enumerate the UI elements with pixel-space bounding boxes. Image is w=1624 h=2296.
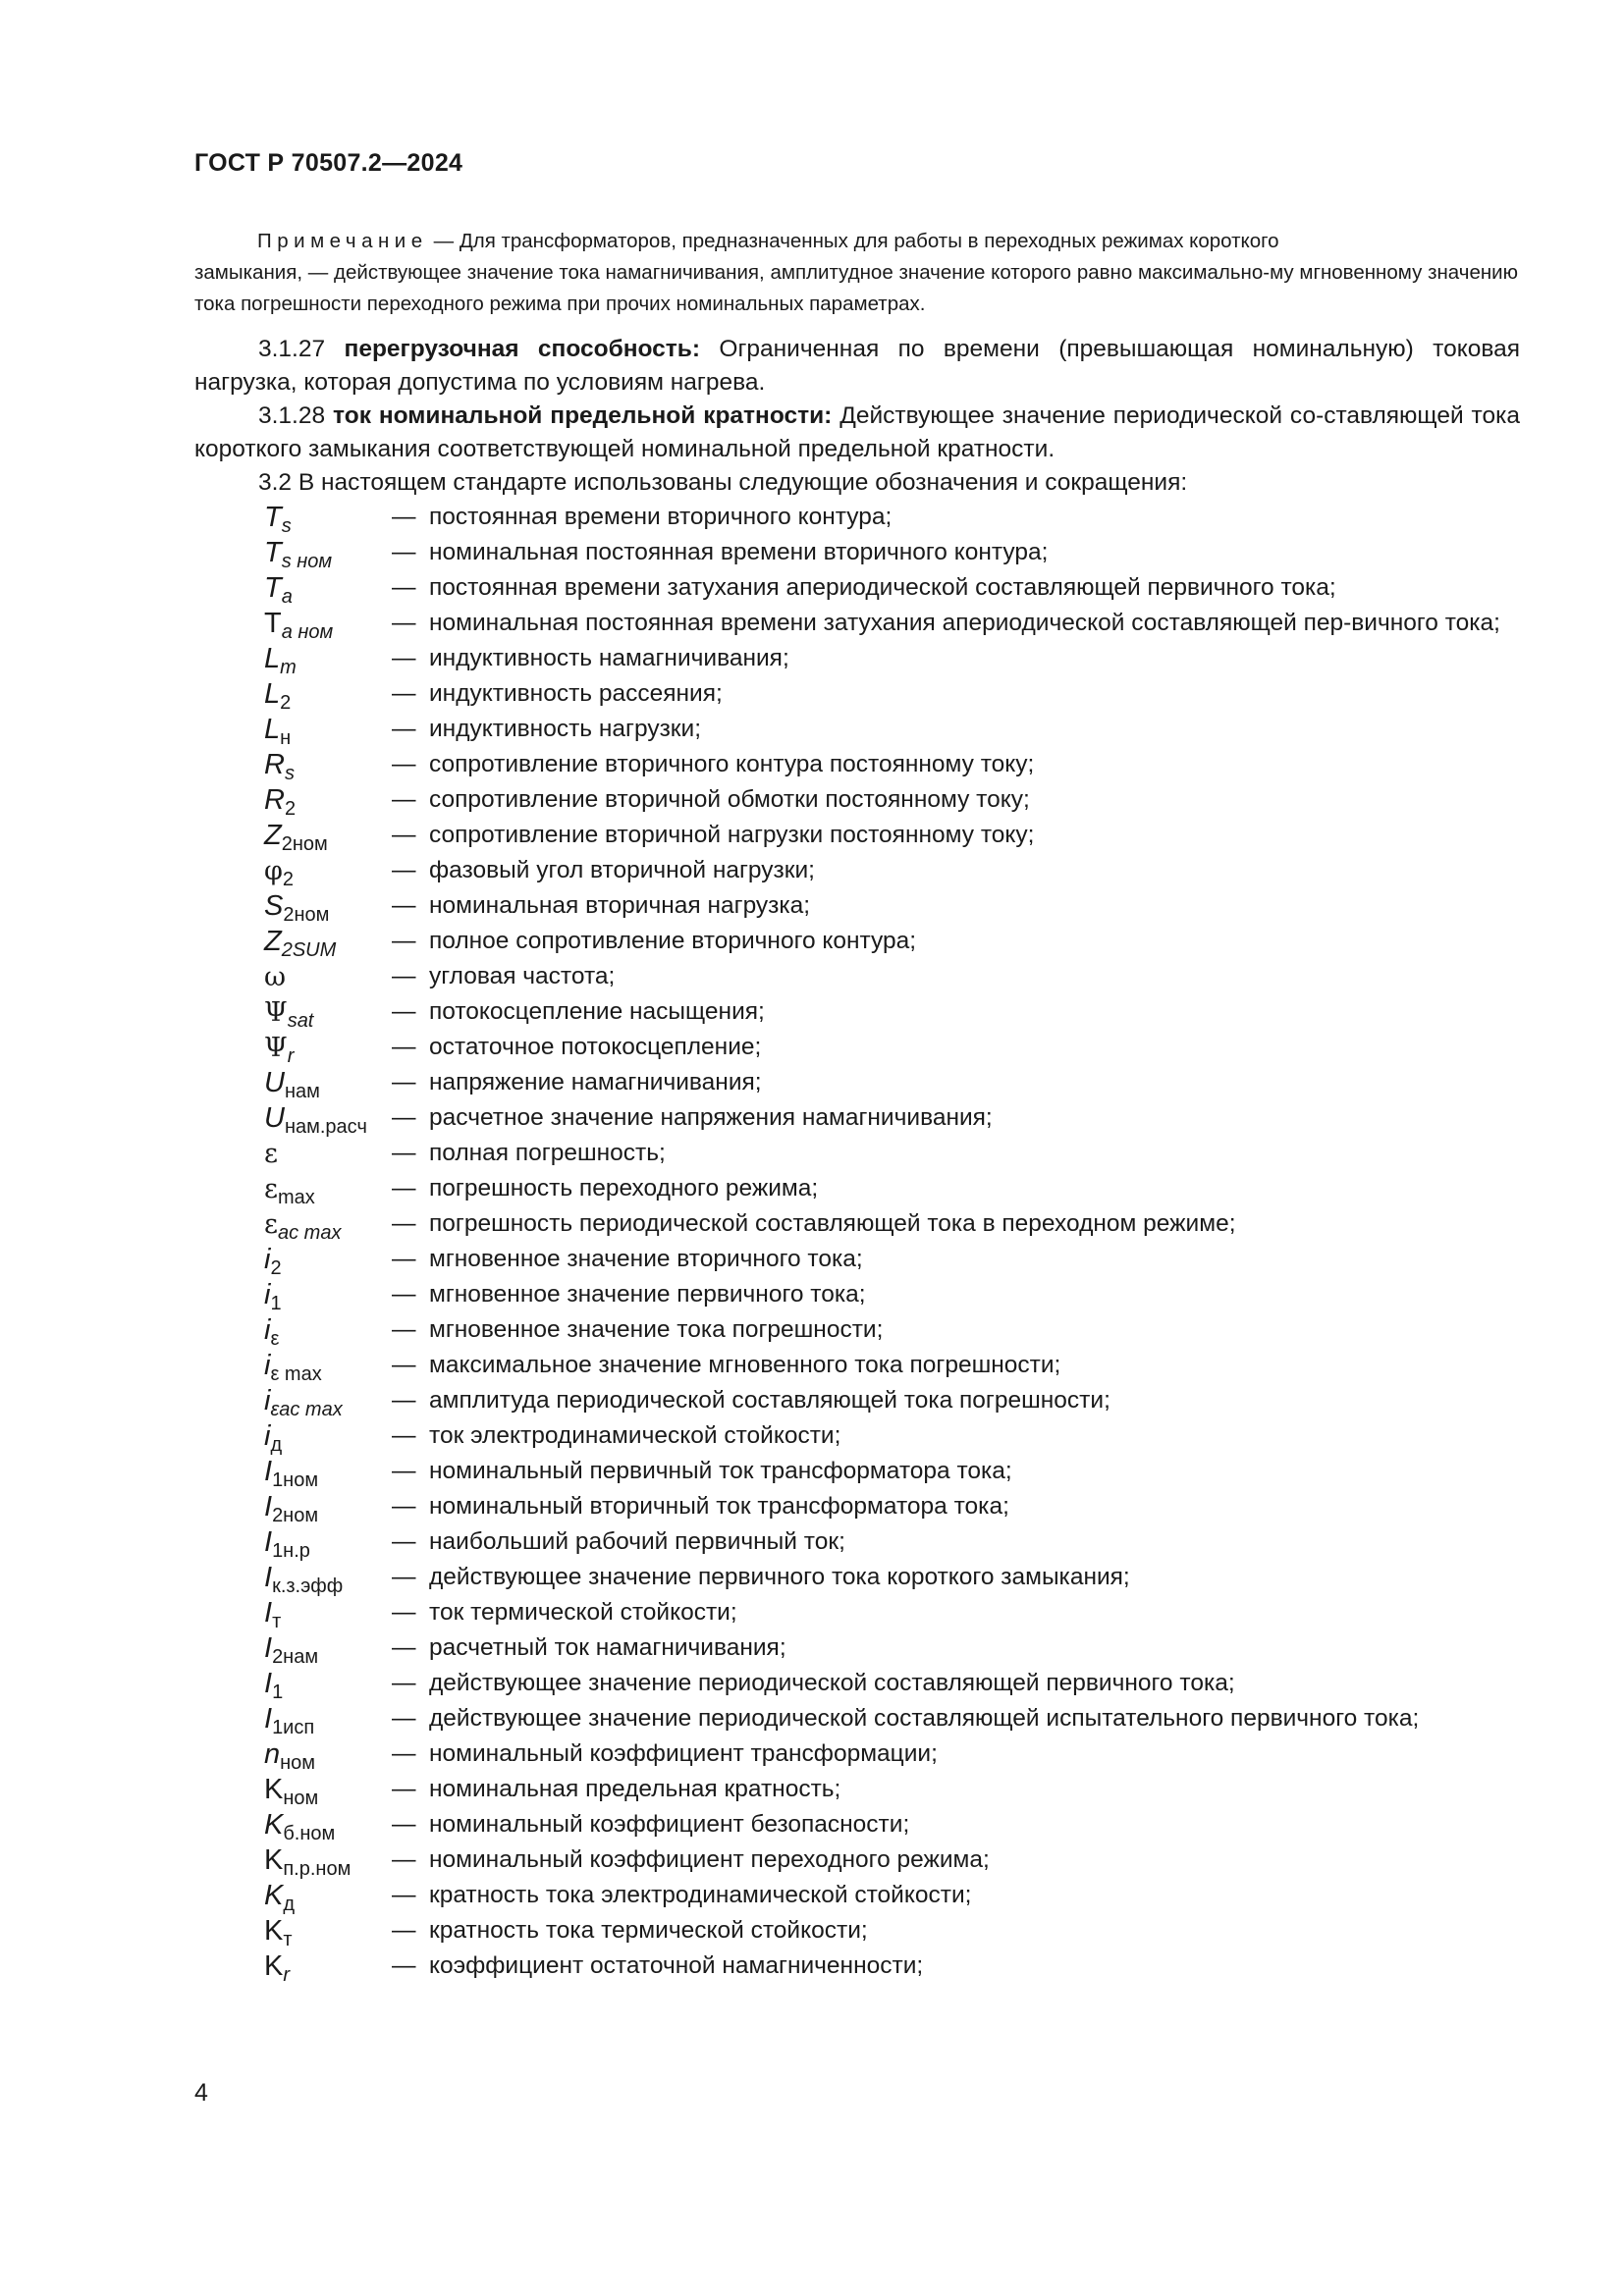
symbol-base: i	[264, 1350, 271, 1381]
symbol-base: U	[264, 1102, 285, 1134]
em-dash: —	[392, 1140, 416, 1166]
clause-number: 3.1.27	[258, 336, 326, 362]
symbol-row	[257, 500, 1524, 535]
em-dash: —	[392, 1352, 416, 1378]
symbol	[264, 1418, 392, 1454]
symbol-subscript: 2	[284, 798, 297, 820]
symbol-row	[257, 1171, 1524, 1206]
symbol-row	[257, 1418, 1524, 1454]
em-dash: —	[392, 751, 416, 777]
symbol-row	[257, 959, 1524, 994]
symbol-description: действующее значение первичного тока короткого замыкания;	[429, 1564, 1130, 1590]
note-label: Примечание	[257, 230, 428, 252]
em-dash: —	[392, 1952, 416, 1979]
symbol-description: постоянная времени вторичного контура;	[429, 504, 893, 530]
em-dash: —	[392, 998, 416, 1025]
note-text-rest: замыкания, — действующее значение тока намагничивания, амплитудное значение которого равно максимально-му мгновенному значению тока погрешности переходного режима при прочих номинальных параметрах.	[194, 261, 1518, 315]
symbol-row	[257, 1383, 1524, 1418]
symbol-row	[257, 1489, 1524, 1524]
symbol-description: номинальный первичный ток трансформатора тока;	[429, 1458, 1012, 1484]
symbol-description: напряжение намагничивания;	[429, 1069, 762, 1095]
symbol-base: T	[264, 608, 282, 639]
symbol-subscript: s	[284, 763, 295, 784]
symbol-subscript: 2ном	[272, 1505, 319, 1526]
symbol-description: мгновенное значение тока погрешности;	[429, 1316, 884, 1343]
symbol	[264, 853, 392, 889]
symbol	[264, 818, 392, 853]
symbol-row	[257, 1807, 1524, 1842]
symbol-description: угловая частота;	[429, 963, 616, 989]
symbol-row	[257, 1030, 1524, 1065]
symbol	[264, 1206, 392, 1243]
em-dash: —	[392, 539, 416, 565]
symbol-description: действующее значение периодической составляющей первичного тока;	[429, 1670, 1235, 1696]
em-dash: —	[392, 1210, 416, 1237]
symbol-subscript: 1ном	[272, 1469, 319, 1491]
em-dash: —	[392, 574, 416, 601]
symbol-subscript: 1н.р	[272, 1540, 310, 1562]
symbol-base: S	[264, 890, 284, 922]
em-dash: —	[392, 1634, 416, 1661]
symbol-subscript: r	[287, 1045, 295, 1067]
symbol-base: ε	[264, 1209, 278, 1240]
symbol	[264, 1772, 392, 1807]
symbol-base: K	[264, 1880, 284, 1911]
symbol-base: i	[264, 1420, 271, 1452]
em-dash: —	[392, 892, 416, 919]
symbol-row	[257, 1560, 1524, 1595]
em-dash: —	[392, 1246, 416, 1272]
symbol-subscript: п.р.ном	[283, 1858, 352, 1880]
symbol-base: Ψ	[264, 1033, 288, 1063]
symbol	[264, 1524, 392, 1560]
em-dash: —	[392, 1564, 416, 1590]
symbol-subscript: ном	[280, 1752, 316, 1774]
clause-3-1-28	[194, 400, 1520, 466]
symbol-base: K	[264, 1809, 284, 1841]
symbol	[264, 1701, 392, 1736]
symbol-row	[257, 1666, 1524, 1701]
symbol-description: сопротивление вторичной обмотки постоянному току;	[429, 786, 1030, 813]
em-dash: —	[392, 1175, 416, 1201]
symbol-row	[257, 1136, 1524, 1171]
symbol-subscript: ном	[283, 1788, 319, 1809]
symbol-subscript: т	[283, 1929, 293, 1950]
symbol-description: номинальная постоянная времени затухания апериодической составляющей пер-вичного тока;	[429, 610, 1500, 636]
em-dash: —	[392, 1281, 416, 1308]
symbol-row	[257, 782, 1524, 818]
symbol-base: ω	[264, 962, 287, 992]
symbol-description: погрешность переходного режима;	[429, 1175, 819, 1201]
symbol-base: I	[264, 1562, 273, 1593]
symbol-row	[257, 1242, 1524, 1277]
symbol-description: полное сопротивление вторичного контура;	[429, 928, 917, 954]
em-dash: —	[392, 963, 416, 989]
symbol-subscript: a ном	[281, 621, 334, 643]
em-dash: —	[392, 1882, 416, 1908]
symbol	[264, 606, 392, 641]
symbol-subscript: 2	[282, 869, 295, 890]
symbol-subscript: a	[281, 586, 293, 608]
symbol-description: номинальная предельная кратность;	[429, 1776, 841, 1802]
symbol-description: номинальная постоянная времени вторичного контура;	[429, 539, 1049, 565]
em-dash: —	[392, 610, 416, 636]
symbol-base: i	[264, 1244, 271, 1275]
symbols-list	[257, 500, 1524, 1984]
symbol-description: остаточное потокосцепление;	[429, 1034, 762, 1060]
clause-term: ток номинальной предельной кратности:	[333, 402, 833, 429]
symbol	[264, 1171, 392, 1207]
em-dash: —	[392, 1493, 416, 1520]
symbol-row	[257, 1842, 1524, 1878]
symbol	[264, 959, 392, 995]
em-dash: —	[392, 680, 416, 707]
symbol-subscript: 1	[272, 1682, 284, 1703]
symbol-row	[257, 1595, 1524, 1630]
clause-text: Действующее значение периодической со-ставляющей тока короткого замыкания соответствующей номинальной предельной кратности.	[194, 402, 1520, 462]
symbol-row	[257, 1701, 1524, 1736]
symbol-row	[257, 712, 1524, 747]
symbol-base: Z	[264, 926, 282, 957]
symbol	[264, 1595, 392, 1630]
symbol-base: U	[264, 1067, 285, 1098]
em-dash: —	[392, 1422, 416, 1449]
symbol-row	[257, 994, 1524, 1030]
em-dash: —	[392, 1316, 416, 1343]
symbol-base: I	[264, 1491, 273, 1522]
symbol-subscript: ac max	[278, 1222, 342, 1244]
symbol-subscript: 2ном	[281, 833, 328, 855]
symbol-subscript: 2	[280, 692, 292, 714]
page-number: 4	[194, 2079, 208, 2107]
em-dash: —	[392, 822, 416, 848]
symbol-row	[257, 924, 1524, 959]
symbol	[264, 500, 392, 535]
symbol-subscript: д	[270, 1434, 283, 1456]
symbol-base: i	[264, 1314, 271, 1346]
symbol-row	[257, 1100, 1524, 1136]
symbol	[264, 1666, 392, 1701]
symbol	[264, 535, 392, 570]
symbol-base: R	[264, 784, 285, 816]
symbol-subscript: б.ном	[283, 1823, 336, 1844]
symbol	[264, 712, 392, 747]
symbol	[264, 924, 392, 959]
note-text-first-line: — Для трансформаторов, предназначенных для работы в переходных режимах короткого	[433, 230, 1279, 252]
symbol-description: наибольший рабочий первичный ток;	[429, 1528, 845, 1555]
symbol-subscript: sat	[287, 1010, 314, 1032]
symbol	[264, 1913, 392, 1949]
em-dash: —	[392, 645, 416, 671]
clause-term: перегрузочная способность:	[344, 336, 701, 362]
symbol-description: постоянная времени затухания апериодической составляющей первичного тока;	[429, 574, 1336, 601]
symbol-subscript: д	[283, 1894, 296, 1915]
symbol-description: коэффициент остаточной намагниченности;	[429, 1952, 924, 1979]
symbol-description: ток электродинамической стойкости;	[429, 1422, 841, 1449]
symbol-description: индуктивность нагрузки;	[429, 716, 702, 742]
symbol	[264, 1489, 392, 1524]
symbol-base: K	[264, 1915, 284, 1947]
symbol-subscript: к.з.эфф	[272, 1575, 344, 1597]
symbol	[264, 1312, 392, 1348]
symbol-row	[257, 1348, 1524, 1383]
symbol-subscript: s	[281, 515, 292, 537]
clause-text: Ограниченная по времени (превышающая номинальную) токовая нагрузка, которая допустима по условиям нагрева.	[194, 336, 1521, 396]
em-dash: —	[392, 716, 416, 742]
symbol-subscript: ε	[270, 1328, 280, 1350]
symbol-base: T	[264, 537, 282, 568]
symbol-base: n	[264, 1738, 281, 1770]
symbol-description: полная погрешность;	[429, 1140, 666, 1166]
symbol-subscript: 2нам	[272, 1646, 319, 1668]
symbol-base: I	[264, 1668, 273, 1699]
clause-text: В настоящем стандарте использованы следующие обозначения и сокращения:	[298, 469, 1188, 496]
symbol	[264, 1560, 392, 1595]
symbol	[264, 1736, 392, 1772]
em-dash: —	[392, 1740, 416, 1767]
symbol-row	[257, 1949, 1524, 1984]
symbol-base: K	[264, 1844, 284, 1876]
symbol-row	[257, 535, 1524, 570]
symbol-description: индуктивность рассеяния;	[429, 680, 723, 707]
symbol-row	[257, 1524, 1524, 1560]
symbol-row	[257, 676, 1524, 712]
symbol	[264, 1277, 392, 1312]
symbol	[264, 888, 392, 924]
symbol-subscript: 2ном	[283, 904, 330, 926]
em-dash: —	[392, 1069, 416, 1095]
em-dash: —	[392, 1917, 416, 1944]
symbol-row	[257, 747, 1524, 782]
symbol-base: ε	[264, 1174, 278, 1204]
symbol	[264, 570, 392, 606]
symbol-subscript: r	[283, 1964, 291, 1986]
symbol	[264, 1630, 392, 1666]
em-dash: —	[392, 1458, 416, 1484]
symbol	[264, 1949, 392, 1984]
symbol-row	[257, 1772, 1524, 1807]
symbol-description: потокосцепление насыщения;	[429, 998, 765, 1025]
symbol-subscript: m	[280, 657, 297, 678]
symbol	[264, 1878, 392, 1913]
symbol	[264, 1030, 392, 1066]
symbol-row	[257, 1630, 1524, 1666]
symbol-description: амплитуда периодической составляющей тока погрешности;	[429, 1387, 1110, 1414]
symbol-base: Ψ	[264, 997, 288, 1028]
symbol-description: номинальный вторичный ток трансформатора тока;	[429, 1493, 1009, 1520]
em-dash: —	[392, 786, 416, 813]
symbol-row	[257, 1277, 1524, 1312]
symbol-description: расчетное значение напряжения намагничивания;	[429, 1104, 993, 1131]
symbol-subscript: 2SUM	[281, 939, 337, 961]
em-dash: —	[392, 1387, 416, 1414]
symbol	[264, 1348, 392, 1383]
clause-3-2	[194, 466, 1520, 500]
symbol-subscript: s ном	[281, 551, 333, 572]
symbol-base: I	[264, 1703, 273, 1735]
clause-3-1-27	[194, 333, 1520, 400]
em-dash: —	[392, 1811, 416, 1838]
symbol-row	[257, 1065, 1524, 1100]
em-dash: —	[392, 504, 416, 530]
symbol-base: I	[264, 1597, 273, 1629]
symbol-base: T	[264, 502, 282, 533]
symbol-row	[257, 1312, 1524, 1348]
symbol-base: I	[264, 1456, 273, 1487]
symbol-subscript: 1	[270, 1293, 282, 1314]
symbol-description: номинальный коэффициент трансформации;	[429, 1740, 938, 1767]
symbol-description: ток термической стойкости;	[429, 1599, 737, 1626]
symbol-subscript: εac max	[270, 1399, 343, 1420]
symbol-description: индуктивность намагничивания;	[429, 645, 789, 671]
symbol-row	[257, 818, 1524, 853]
em-dash: —	[392, 928, 416, 954]
symbol	[264, 1842, 392, 1878]
em-dash: —	[392, 857, 416, 883]
symbol	[264, 747, 392, 782]
symbol-subscript: нам.расч	[284, 1116, 367, 1138]
symbol-description: погрешность периодической составляющей тока в переходном режиме;	[429, 1210, 1236, 1237]
symbol	[264, 782, 392, 818]
symbol-base: Z	[264, 820, 282, 851]
symbol-base: φ	[264, 856, 283, 886]
symbol-row	[257, 606, 1524, 641]
symbol-base: L	[264, 643, 281, 674]
symbol	[264, 994, 392, 1031]
symbol-row	[257, 1736, 1524, 1772]
symbol	[264, 1807, 392, 1842]
em-dash: —	[392, 1705, 416, 1732]
symbol-row	[257, 853, 1524, 888]
em-dash: —	[392, 1846, 416, 1873]
symbol-base: ε	[264, 1139, 278, 1169]
symbol-description: кратность тока электродинамической стойкости;	[429, 1882, 972, 1908]
note-block	[194, 226, 1518, 320]
symbol-base: I	[264, 1632, 273, 1664]
symbol-subscript: нам	[284, 1081, 320, 1102]
symbol-description: сопротивление вторичной нагрузки постоянному току;	[429, 822, 1035, 848]
symbol-row	[257, 641, 1524, 676]
symbol	[264, 1454, 392, 1489]
symbol-description: действующее значение периодической составляющей испытательного первичного тока;	[429, 1705, 1420, 1732]
symbol-subscript: max	[278, 1187, 315, 1208]
symbol	[264, 1065, 392, 1100]
symbol-description: номинальный коэффициент безопасности;	[429, 1811, 910, 1838]
symbol-base: I	[264, 1526, 273, 1558]
symbol	[264, 676, 392, 712]
symbol-base: K	[264, 1950, 284, 1982]
symbol-row	[257, 1913, 1524, 1949]
symbol-description: максимальное значение мгновенного тока погрешности;	[429, 1352, 1061, 1378]
symbol-description: номинальный коэффициент переходного режима;	[429, 1846, 990, 1873]
symbol	[264, 1383, 392, 1418]
symbol-subscript: 1исп	[272, 1717, 315, 1738]
symbol-base: T	[264, 572, 282, 604]
em-dash: —	[392, 1034, 416, 1060]
symbol-description: мгновенное значение первичного тока;	[429, 1281, 866, 1308]
symbol-description: сопротивление вторичного контура постоянному току;	[429, 751, 1035, 777]
clause-number: 3.1.28	[258, 402, 326, 429]
em-dash: —	[392, 1599, 416, 1626]
symbol-base: i	[264, 1279, 271, 1310]
em-dash: —	[392, 1528, 416, 1555]
clause-number: 3.2	[258, 469, 293, 496]
symbol-base: R	[264, 749, 285, 780]
symbol-subscript: т	[272, 1611, 282, 1632]
symbol-description: расчетный ток намагничивания;	[429, 1634, 786, 1661]
symbol-description: фазовый угол вторичной нагрузки;	[429, 857, 815, 883]
symbol	[264, 641, 392, 676]
symbol-base: L	[264, 678, 281, 710]
symbol-description: кратность тока термической стойкости;	[429, 1917, 868, 1944]
em-dash: —	[392, 1104, 416, 1131]
em-dash: —	[392, 1670, 416, 1696]
symbol-description: мгновенное значение вторичного тока;	[429, 1246, 863, 1272]
symbol	[264, 1136, 392, 1172]
symbol-row	[257, 1206, 1524, 1242]
symbol-base: L	[264, 714, 281, 745]
symbol-description: номинальная вторичная нагрузка;	[429, 892, 811, 919]
document-code-header: ГОСТ Р 70507.2—2024	[194, 149, 463, 177]
symbol-row	[257, 1454, 1524, 1489]
symbol	[264, 1100, 392, 1136]
symbol-row	[257, 888, 1524, 924]
em-dash: —	[392, 1776, 416, 1802]
symbol-subscript: ε max	[270, 1363, 322, 1385]
symbol-row	[257, 570, 1524, 606]
symbol-row	[257, 1878, 1524, 1913]
symbol-subscript: 2	[270, 1257, 282, 1279]
symbol-base: K	[264, 1774, 284, 1805]
symbol-base: i	[264, 1385, 271, 1416]
symbol	[264, 1242, 392, 1277]
symbol-subscript: н	[280, 727, 292, 749]
